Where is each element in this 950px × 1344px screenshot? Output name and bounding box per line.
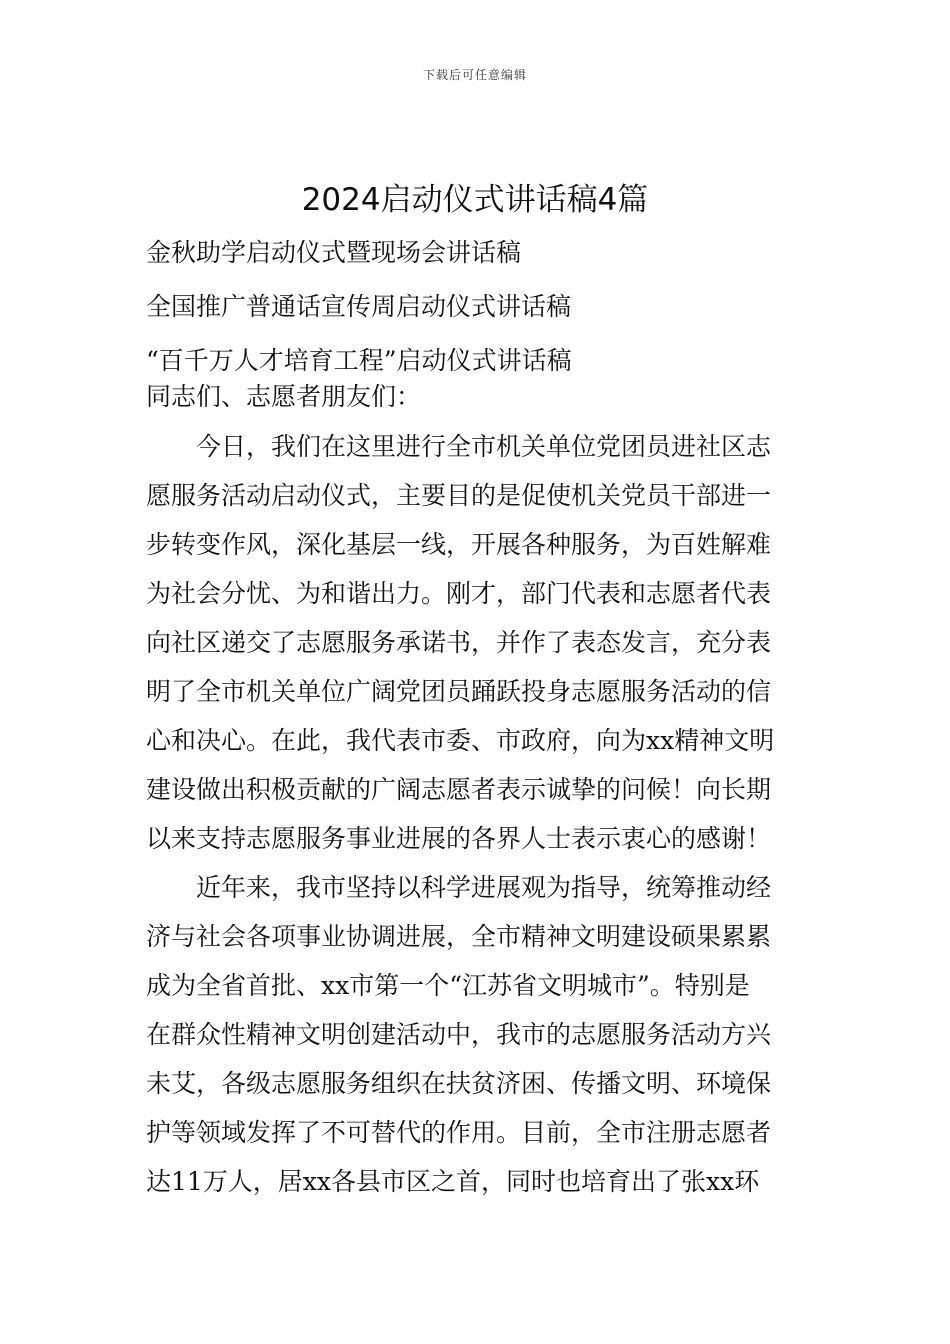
text-line: 步转变作风，深化基层一线，开展各种服务，为百姓解难 <box>146 530 772 559</box>
text-line: 达11万人，居xx各县市区之首，同时也培育出了张xx环 <box>146 1167 760 1196</box>
text-line: 明了全市机关单位广阔党团员踊跃投身志愿服务活动的信 <box>146 677 772 706</box>
paragraph-2 <box>146 863 806 1206</box>
paragraph-1 <box>146 422 806 863</box>
text-line: 护等领域发挥了不可替代的作用。目前，全市注册志愿者 <box>146 1118 772 1147</box>
table-of-contents <box>146 226 826 388</box>
body-text <box>146 422 806 1206</box>
toc-item: 全国推广普通话宣传周启动仪式讲话稿 <box>146 292 572 321</box>
text-line: 在群众性精神文明创建活动中，我市的志愿服务活动方兴 <box>146 1020 772 1049</box>
text-line: 未艾，各级志愿服务组织在扶贫济困、传播文明、环境保 <box>146 1069 772 1098</box>
text-line: 成为全省首批、xx市第一个“江苏省文明城市”。特别是 <box>146 971 750 1000</box>
toc-item: “百千万人才培育工程”启动仪式讲话稿 <box>146 346 572 375</box>
text-line: 建设做出积极贡献的广阔志愿者表示诚挚的问候！向长期 <box>146 775 772 804</box>
text-line: 济与社会各项事业协调进展，全市精神文明建设硕果累累 <box>146 922 772 951</box>
document-title: 2024启动仪式讲话稿4篇 <box>301 182 649 218</box>
text-line: 愿服务活动启动仪式，主要目的是促使机关党员干部进一 <box>146 481 772 510</box>
toc-item: 金秋助学启动仪式暨现场会讲话稿 <box>146 238 522 267</box>
header-note: 下载后可任意编辑 <box>422 68 527 82</box>
text-line: 心和决心。在此，我代表市委、市政府，向为xx精神文明 <box>146 726 775 755</box>
salutation: 同志们、志愿者朋友们： <box>146 382 422 411</box>
text-line: 向社区递交了志愿服务承诺书，并作了表态发言，充分表 <box>146 628 772 657</box>
text-line: 今日，我们在这里进行全市机关单位党团员进社区志 <box>196 432 772 461</box>
text-line: 近年来，我市坚持以科学进展观为指导，统筹推动经 <box>196 873 772 902</box>
text-line: 为社会分忧、为和谐出力。刚才，部门代表和志愿者代表 <box>146 579 772 608</box>
text-line: 以来支持志愿服务事业进展的各界人士表示衷心的感谢！ <box>146 824 772 853</box>
